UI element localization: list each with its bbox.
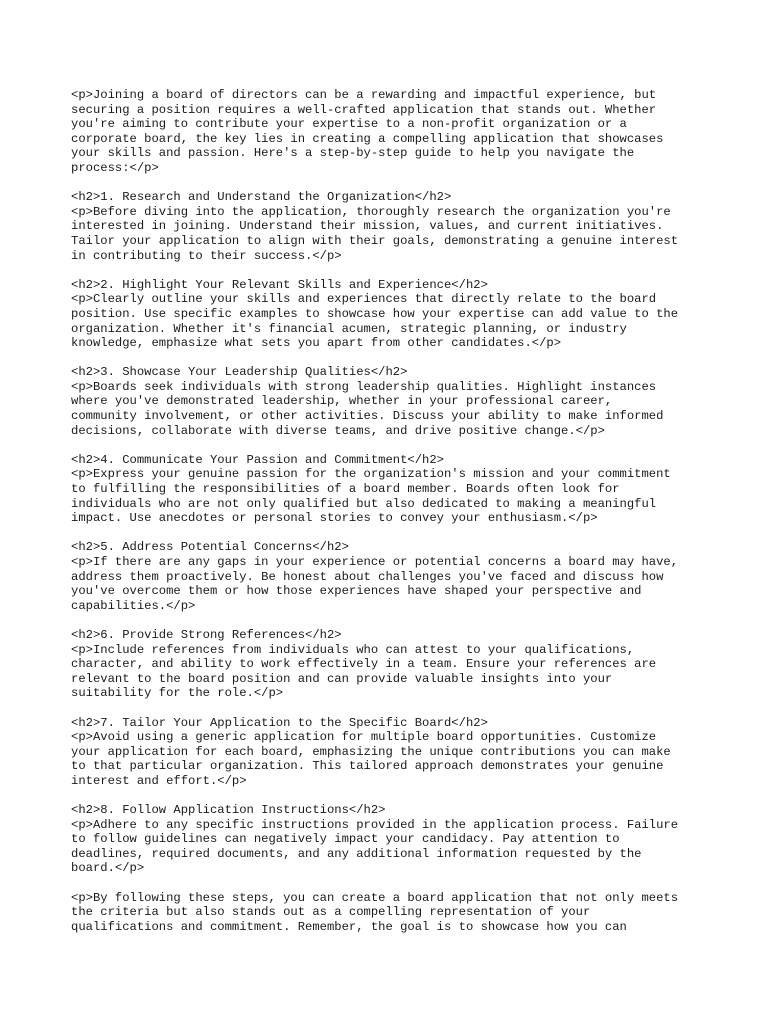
section-leadership: <h2>3. Showcase Your Leadership Qualities</h2> <p>Boards seek individuals with strong leadership qualities. Highlight instances where you've demonstrated leadership, whether in your professional career, community involvement, or other activities. Discuss your ability to make informed decisions, collaborate with diverse teams, and drive positive change.</p> (71, 365, 664, 438)
closing-paragraph: <p>By following these steps, you can create a board application that not only meets the criteria but also stands out as a compelling representation of your qualifications and commitment. Remember, the goal is to showcase how you can (71, 890, 679, 934)
section-instructions: <h2>8. Follow Application Instructions</h2> <p>Adhere to any specific instructions provided in the application process. Failure to follow guidelines can negatively impact your candidacy. Pay attention to deadlines, required documents, and any additional information requested by the board.</p> (71, 803, 679, 876)
section-concerns: <h2>5. Address Potential Concerns</h2> <p>If there are any gaps in your experience or potential concerns a board may have, address them proactively. Be honest about challenges you've faced and discuss how you've overcome them or how those experiences have shaped your perspective and capabilities.</p> (71, 540, 679, 613)
section-tailor: <h2>7. Tailor Your Application to the Specific Board</h2> <p>Avoid using a generic application for multiple board opportunities. Customize your application for each board, emphasizing the unique contributions you can make to that particular organization. This tailored approach demonstrates your genuine interest and effort.</p> (71, 715, 671, 788)
section-skills: <h2>2. Highlight Your Relevant Skills and Experience</h2> <p>Clearly outline your skills and experiences that directly relate to the board position. Use specific examples to showcase how your expertise can add value to the organization. Whether it's financial acumen, strategic planning, or industry knowledge, emphasize what sets you apart from other candidates.</p> (71, 277, 679, 351)
section-research: <h2>1. Research and Understand the Organization</h2> <p>Before diving into the application, thoroughly research the organization you're interested in joining. Understand their mission, values, and current initiatives. Tailor your application to align with their goals, demonstrating a genuine interest in contributing to their success.</p> (71, 190, 679, 263)
document-page (71, 88, 721, 949)
section-passion: <h2>4. Communicate Your Passion and Commitment</h2> <p>Express your genuine passion for the organization's mission and your commitment to fulfilling the responsibilities of a board member. Boards often look for individuals who are not only qualified but also dedicated to making a meaningful impact. Use anecdotes or personal stories to convey your enthusiasm.</p> (71, 452, 671, 526)
intro-paragraph: <p>Joining a board of directors can be a rewarding and impactful experience, but securing a position requires a well-crafted application that stands out. Whether you're aiming to contribute your expertise to a non-profit organization or a corporate board, the key lies in creating a compelling application that showcases your skills and passion. Here's a step-by-step guide to help you navigate the process:</p> (71, 88, 664, 175)
section-references: <h2>6. Provide Strong References</h2> <p>Include references from individuals who can attest to your qualifications, character, and ability to work effectively in a team. Ensure your references are relevant to the board position and can provide valuable insights into your suitability for the role.</p> (71, 627, 657, 701)
